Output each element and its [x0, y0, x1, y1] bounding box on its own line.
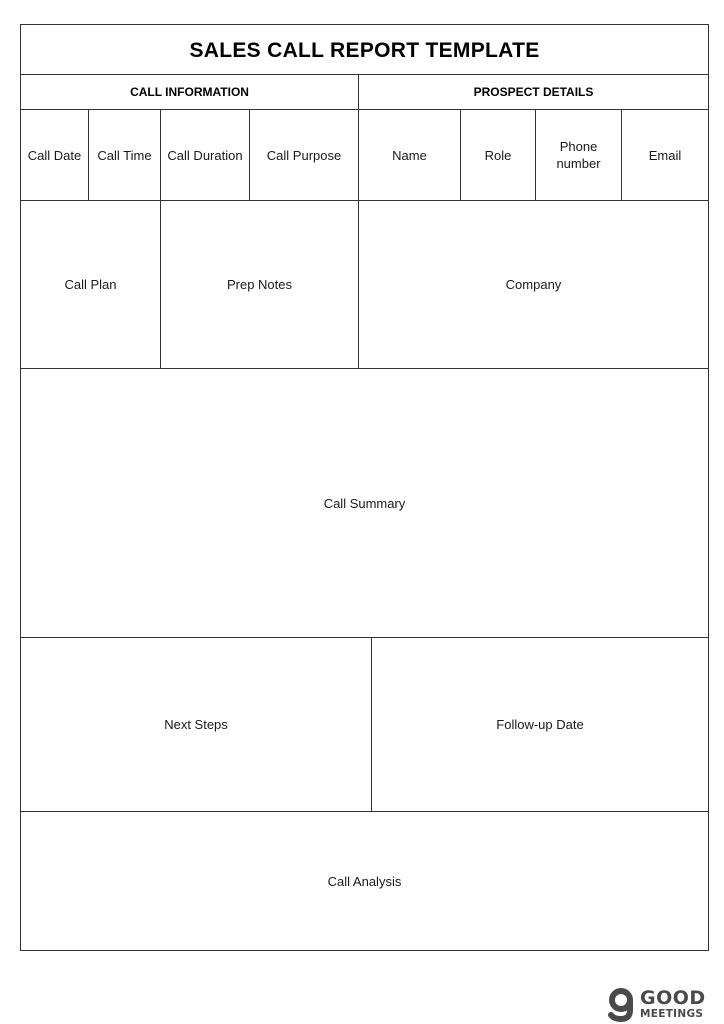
call-purpose-field[interactable]: Call Purpose: [266, 147, 342, 163]
follow-up-date-field[interactable]: Follow-up Date: [496, 717, 584, 732]
prospect-email-field[interactable]: Email: [648, 147, 682, 163]
report-form-grid: [20, 24, 709, 951]
good-meetings-logo: [606, 985, 724, 1024]
logo-line-good: GOOD: [640, 987, 706, 1010]
prospect-name-field[interactable]: Name: [392, 147, 427, 163]
prep-notes-field[interactable]: Prep Notes: [226, 277, 293, 292]
good-meetings-g-icon: [606, 988, 636, 1022]
call-summary-field[interactable]: Call Summary: [323, 495, 406, 511]
prospect-role-field[interactable]: Role: [484, 147, 512, 163]
call-date-field[interactable]: Call Date: [27, 147, 82, 163]
call-analysis-field[interactable]: Call Analysis: [327, 873, 402, 889]
prospect-details-header: PROSPECT DETAILS: [473, 84, 594, 99]
call-plan-field[interactable]: Call Plan: [64, 277, 117, 292]
call-time-field[interactable]: Call Time: [97, 147, 152, 163]
report-title: SALES CALL REPORT TEMPLATE: [189, 38, 540, 62]
prospect-phone-field[interactable]: Phone number: [556, 139, 601, 171]
company-field[interactable]: Company: [505, 277, 562, 292]
next-steps-field[interactable]: Next Steps: [164, 717, 228, 732]
logo-wordmark: [640, 989, 706, 1020]
call-duration-field[interactable]: Call Duration: [167, 147, 243, 163]
logo-line-meetings: MEETINGS: [640, 1008, 704, 1021]
call-information-header: CALL INFORMATION: [130, 84, 249, 99]
